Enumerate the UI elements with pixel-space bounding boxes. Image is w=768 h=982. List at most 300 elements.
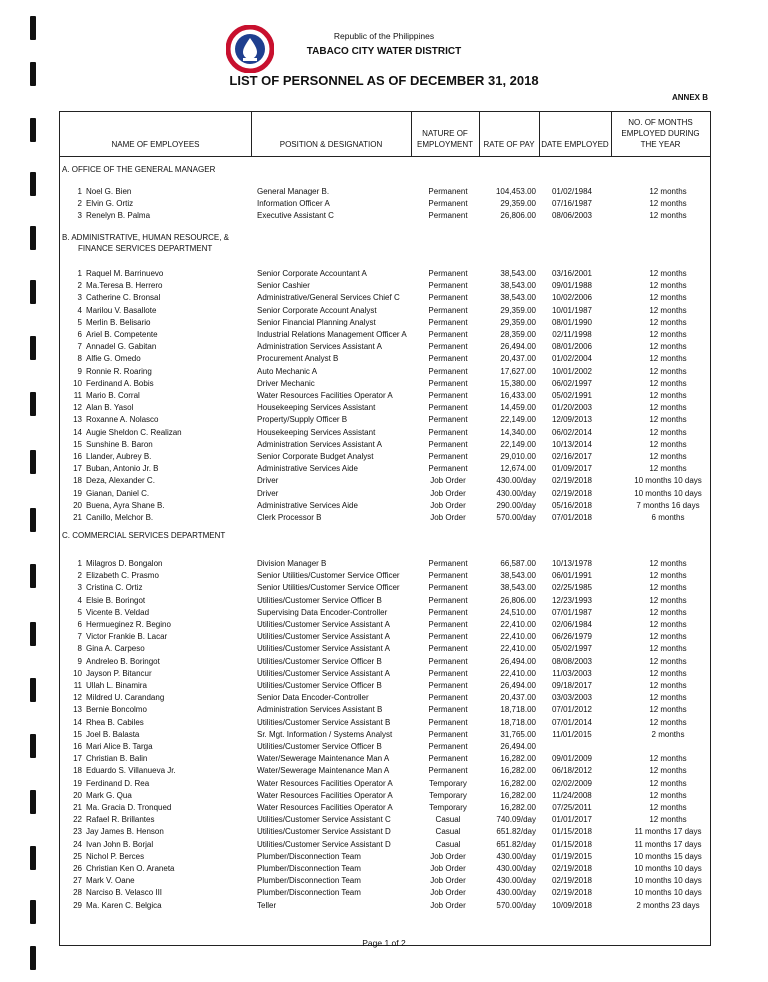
row-number: 17 [73,464,82,474]
rate-of-pay: 16,282.00 [500,766,536,776]
rate-of-pay: 430.00/day [496,876,536,886]
nature-of-employment: Permanent [428,595,468,605]
months-employed: 10 months 15 days [634,851,702,861]
table-row [60,875,710,887]
rate-of-pay: 651.82/day [496,839,536,849]
months-employed: 12 months [649,803,687,812]
position: Water Resources Facilities Operator A [257,778,393,788]
nature-of-employment: Permanent [428,427,468,437]
date-employed: 02/19/2018 [551,864,593,873]
date-employed: 05/02/1997 [551,644,593,654]
rate-of-pay: 66,587.00 [500,559,536,568]
date-employed: 02/19/2018 [551,488,593,498]
date-employed: 05/02/1991 [551,391,593,400]
months-employed: 10 months 10 days [634,864,702,873]
row-number: 1 [77,187,82,196]
row-number: 12 [73,693,82,703]
nature-of-employment: Permanent [428,559,468,568]
table-row [60,619,710,631]
date-employed: 07/01/2012 [551,705,593,715]
date-employed: 07/25/2011 [552,803,592,812]
rate-of-pay: 16,282.00 [500,754,536,764]
nature-of-employment: Permanent [428,305,468,315]
months-employed: 12 months [649,668,687,678]
date-employed: 09/01/2009 [551,754,593,764]
nature-of-employment: Permanent [428,681,468,690]
row-number: 8 [77,644,82,654]
rate-of-pay: 26,494.00 [500,681,536,690]
rate-of-pay: 16,282.00 [500,778,536,788]
rate-of-pay: 26,494.00 [500,656,536,666]
position: Senior Utilities/Customer Service Officer [257,571,400,581]
months-employed: 6 months [651,513,685,522]
rate-of-pay: 430.00/day [496,476,536,486]
table-row [60,692,710,704]
employee-name: Ma. Gracia D. Tronqued [86,803,172,812]
nature-of-employment: Job Order [430,500,466,510]
months-employed: 12 months [649,281,687,291]
months-employed: 12 months [649,644,687,654]
date-employed: 06/26/1979 [551,632,593,642]
months-employed: 12 months [649,754,687,764]
row-number: 27 [73,876,82,886]
table-row [60,210,710,222]
table-row [60,198,710,210]
row-number: 2 [77,281,82,291]
date-employed: 06/01/1991 [551,571,593,581]
nature-of-employment: Permanent [428,391,468,400]
employee-name: Mark V. Oane [86,876,135,886]
table-row [60,668,710,680]
rate-of-pay: 430.00/day [496,851,536,861]
position: General Manager B. [257,187,330,196]
position: Property/Supply Officer B [257,415,348,425]
employee-name: Milagros D. Bongalon [86,559,163,568]
section-title-line1: A. OFFICE OF THE GENERAL MANAGER [62,165,216,174]
nature-of-employment: Permanent [428,366,468,376]
nature-of-employment: Permanent [428,281,468,291]
months-employed: 12 months [649,391,687,400]
months-employed: 12 months [649,342,687,352]
col-header-name: NAME OF EMPLOYEES [111,140,200,149]
months-employed: 11 months 17 days [634,839,702,849]
rate-of-pay: 740.09/day [496,815,536,825]
employee-name: Jayson P. Bitancur [86,668,152,678]
row-number: 18 [73,766,82,776]
date-employed: 11/01/2015 [552,729,592,739]
table-row [60,680,710,692]
position: Senior Corporate Budget Analyst [257,452,374,461]
nature-of-employment: Temporary [429,778,467,788]
table-row [60,729,710,741]
nature-of-employment: Permanent [428,620,468,629]
months-employed: 12 months [649,815,687,825]
section-title-line1: B. ADMINISTRATIVE, HUMAN RESOURCE, & [62,233,229,242]
table-row [60,475,710,487]
months-employed: 12 months [649,620,687,629]
months-employed: 12 months [649,330,687,339]
date-employed: 01/02/1984 [551,187,593,196]
position: Plumber/Disconnection Team [257,851,361,861]
date-employed: 02/19/2018 [551,876,593,886]
row-number: 15 [73,439,82,449]
employee-name: Rafael R. Brillantes [86,815,155,825]
months-employed: 12 months [649,293,687,303]
rate-of-pay: 22,410.00 [500,644,536,654]
position: Utilities/Customer Service Assistant B [257,717,391,727]
table-row [60,814,710,826]
date-employed: 09/01/1988 [551,281,593,291]
rate-of-pay: 22,410.00 [500,632,536,642]
rate-of-pay: 29,010.00 [500,452,536,461]
nature-of-employment: Permanent [428,607,468,617]
months-employed: 12 months [649,317,687,327]
col-header-nature [411,128,479,150]
position: Senior Data Encoder-Controller [257,693,369,703]
months-employed: 12 months [649,354,687,364]
col-header-months [611,117,710,150]
nature-of-employment: Permanent [428,632,468,642]
employee-name: Renelyn B. Palma [86,211,151,221]
rate-of-pay: 26,494.00 [500,742,536,751]
table-row [60,839,710,851]
date-employed: 02/19/2018 [551,888,593,898]
table-row [60,851,710,863]
row-number: 7 [77,632,82,642]
months-employed: 12 months [649,452,687,461]
table-row [60,378,710,390]
table-row [60,305,710,317]
row-number: 1 [77,559,82,568]
date-employed: 12/09/2013 [551,415,593,425]
months-employed: 2 months 23 days [636,900,700,910]
section-title [62,232,229,254]
position: Division Manager B [257,559,327,568]
months-employed: 12 months [649,415,687,425]
table-row [60,717,710,729]
position: Auto Mechanic A [257,366,318,376]
position: Driver [257,476,279,486]
rate-of-pay: 38,543.00 [500,269,536,278]
rate-of-pay: 22,149.00 [500,439,536,449]
table-row [60,268,710,280]
rate-of-pay: 12,674.00 [500,464,536,474]
nature-of-employment: Temporary [429,803,467,812]
table-row [60,656,710,668]
row-number: 5 [77,317,82,327]
col-header-position: POSITION & DESIGNATION [279,140,383,149]
nature-of-employment: Permanent [428,583,468,593]
nature-of-employment: Job Order [430,864,466,873]
position: Utilities/Customer Service Assistant C [257,815,391,825]
table-row [60,887,710,899]
position: Supervising Data Encoder-Controller [257,607,388,617]
annex-label: ANNEX B [671,93,708,102]
table-row [60,643,710,655]
rate-of-pay: 18,718.00 [500,705,536,715]
rate-of-pay: 29,359.00 [500,317,536,327]
position: Utilities/Customer Service Assistant D [257,839,391,849]
nature-of-employment: Permanent [428,317,468,327]
rate-of-pay: 104,453.00 [495,187,536,196]
date-employed: 01/09/2017 [551,464,593,474]
row-number: 20 [73,790,82,800]
employee-name: Ivan John B. Borjal [86,839,154,849]
date-employed: 08/01/2006 [551,342,593,352]
employee-name: Raquel M. Barrinuevo [86,269,164,278]
nature-of-employment: Permanent [428,293,468,303]
employee-name: Buban, Antonio Jr. B [86,464,159,474]
row-number: 5 [77,607,82,617]
col-header-rate: RATE OF PAY [483,140,535,149]
nature-of-employment: Job Order [430,851,466,861]
table-row [60,390,710,402]
row-number: 18 [73,476,82,486]
employee-name: Gina A. Carpeso [86,644,145,654]
position: Teller [257,900,277,910]
table-row [60,427,710,439]
date-employed: 02/06/1984 [551,620,593,629]
employee-name: Mario B. Corral [86,391,140,400]
row-number: 14 [73,717,82,727]
col-header-nature-line2: EMPLOYMENT [416,140,473,149]
rate-of-pay: 290.00/day [496,500,536,510]
rate-of-pay: 28,359.00 [500,330,536,339]
months-employed: 12 months [649,693,687,703]
date-employed: 02/11/1998 [552,330,592,339]
rate-of-pay: 430.00/day [496,888,536,898]
position: Administrative Services Aide [257,500,358,510]
rate-of-pay: 18,718.00 [500,717,536,727]
date-employed: 01/15/2018 [551,839,593,849]
date-employed: 10/13/2014 [551,439,593,449]
nature-of-employment: Job Order [430,888,466,898]
date-employed: 10/09/2018 [551,900,593,910]
col-header-nature-line1: NATURE OF [422,129,468,138]
position: Housekeeping Services Assistant [257,427,376,437]
months-employed: 12 months [649,199,687,209]
rate-of-pay: 31,765.00 [500,729,536,739]
employee-name: Deza, Alexander C. [86,476,155,486]
employee-name: Buena, Ayra Shane B. [86,500,165,510]
employee-name: Ma.Teresa B. Herrero [86,281,163,291]
employee-name: Jay James B. Henson [86,827,164,837]
employee-name: Joel B. Balasta [86,729,140,739]
employee-name: Ferdinand A. Bobis [86,378,154,388]
row-number: 2 [77,571,82,581]
position: Plumber/Disconnection Team [257,876,361,886]
nature-of-employment: Casual [435,839,461,849]
table-row [60,863,710,875]
rate-of-pay: 20,437.00 [500,354,536,364]
position: Driver [257,488,279,498]
employee-name: Ullah L. Binamira [86,681,147,690]
position: Industrial Relations Management Officer A [257,330,407,339]
row-number: 2 [77,199,82,209]
date-employed: 08/06/2003 [551,211,593,221]
date-employed: 02/25/1985 [551,583,593,593]
employee-name: Vicente B. Veldad [86,607,150,617]
table-row [60,570,710,582]
table-row [60,607,710,619]
position: Utilities/Customer Service Assistant D [257,827,391,837]
table-row [60,402,710,414]
nature-of-employment: Job Order [430,476,466,486]
position: Information Officer A [257,199,330,209]
position: Plumber/Disconnection Team [257,864,361,873]
employee-name: Mark G. Qua [86,790,132,800]
row-number: 24 [73,839,82,849]
date-employed: 10/01/1987 [551,305,593,315]
col-header-months-line2: EMPLOYED DURING [621,129,700,138]
row-number: 17 [73,754,82,764]
position: Senior Corporate Account Analyst [257,305,377,315]
section-title [62,164,215,175]
table-row [60,765,710,777]
months-employed: 12 months [649,403,687,413]
section-title-line1: C. COMMERCIAL SERVICES DEPARTMENT [62,531,226,540]
row-number: 16 [73,452,82,461]
row-number: 3 [77,293,82,303]
employee-name: Christian B. Balin [86,754,148,764]
nature-of-employment: Permanent [428,439,468,449]
personnel-table [59,111,711,946]
rate-of-pay: 38,543.00 [500,583,536,593]
rate-of-pay: 16,433.00 [500,391,536,400]
nature-of-employment: Job Order [430,876,466,886]
rate-of-pay: 26,806.00 [500,211,536,221]
rate-of-pay: 20,437.00 [500,693,536,703]
date-employed: 06/02/2014 [551,427,593,437]
row-number: 23 [73,827,82,837]
nature-of-employment: Permanent [428,403,468,413]
date-employed: 06/02/1997 [551,378,593,388]
row-number: 8 [77,354,82,364]
table-row [60,802,710,814]
months-employed: 12 months [649,583,687,593]
nature-of-employment: Casual [435,815,461,825]
rate-of-pay: 570.00/day [496,513,536,522]
employee-name: Ma. Karen C. Belgica [86,900,162,910]
employee-name: Marilou V. Basallote [86,305,157,315]
row-number: 12 [73,403,82,413]
row-number: 9 [77,656,82,666]
rate-of-pay: 22,410.00 [500,620,536,629]
months-employed: 12 months [649,571,687,581]
nature-of-employment: Permanent [428,187,468,196]
employee-name: Llander, Aubrey B. [86,452,152,461]
nature-of-employment: Permanent [428,571,468,581]
row-number: 25 [73,851,82,861]
months-employed: 2 months [651,729,685,739]
employee-name: Hermueginez R. Begino [86,620,171,629]
table-row [60,439,710,451]
col-header-months-line1: NO. OF MONTHS [628,118,693,127]
date-employed: 03/03/2003 [551,693,593,703]
table-row [60,582,710,594]
position: Utilities/Customer Service Assistant A [257,620,390,629]
table-row [60,778,710,790]
row-number: 19 [73,778,82,788]
nature-of-employment: Job Order [430,900,466,910]
position: Administration Services Assistant B [257,705,383,715]
position: Senior Utilities/Customer Service Officer [257,583,400,593]
employee-name: Elizabeth C. Prasmo [86,571,159,581]
months-employed: 12 months [649,305,687,315]
nature-of-employment: Job Order [430,513,466,522]
date-employed: 10/02/2006 [551,293,593,303]
table-row [60,341,710,353]
months-employed: 12 months [649,378,687,388]
date-employed: 02/16/2017 [551,452,593,461]
row-number: 3 [77,211,82,221]
months-employed: 12 months [649,366,687,376]
nature-of-employment: Permanent [428,378,468,388]
row-number: 10 [73,378,82,388]
employee-name: Gianan, Daniel C. [86,488,150,498]
rate-of-pay: 22,410.00 [500,668,536,678]
months-employed: 10 months 10 days [634,488,702,498]
row-number: 21 [73,513,82,522]
row-number: 6 [77,620,82,629]
employee-name: Catherine C. Bronsal [86,293,161,303]
table-row [60,741,710,753]
rate-of-pay: 15,380.00 [500,378,536,388]
employee-name: Annadel G. Gabitan [86,342,157,352]
date-employed: 02/19/2018 [551,476,593,486]
section-title [62,530,225,541]
nature-of-employment: Permanent [428,717,468,727]
rate-of-pay: 22,149.00 [500,415,536,425]
position: Driver Mechanic [257,378,315,388]
rate-of-pay: 38,543.00 [500,281,536,291]
table-row [60,280,710,292]
date-employed: 01/01/2017 [551,815,593,825]
months-employed: 12 months [649,427,687,437]
nature-of-employment: Permanent [428,211,468,221]
position: Procurement Analyst B [257,354,339,364]
table-row [60,451,710,463]
table-row [60,500,710,512]
row-number: 13 [73,415,82,425]
position: Utilities/Customer Service Assistant A [257,644,390,654]
rate-of-pay: 26,494.00 [500,342,536,352]
date-employed: 06/18/2012 [551,766,593,776]
nature-of-employment: Permanent [428,269,468,278]
col-header-date: DATE EMPLOYED [541,140,609,149]
employee-name: Ronnie R. Roaring [86,366,152,376]
date-employed: 01/19/2015 [551,851,593,861]
position: Water Resources Facilities Operator A [257,790,393,800]
position: Executive Assistant C [257,211,334,221]
rate-of-pay: 14,459.00 [500,403,536,413]
nature-of-employment: Permanent [428,464,468,474]
nature-of-employment: Permanent [428,754,468,764]
table-row [60,317,710,329]
employee-name: Andreleo B. Boringot [86,656,160,666]
rate-of-pay: 570.00/day [496,900,536,910]
date-employed: 05/16/2018 [551,500,593,510]
months-employed: 12 months [649,269,687,278]
row-number: 16 [73,742,82,751]
position: Utilities/Customer Service Officer B [257,595,382,605]
months-employed: 10 months 10 days [634,888,702,898]
date-employed: 11/03/2003 [552,668,592,678]
employee-name: Cristina C. Ortiz [86,583,143,593]
row-number: 3 [77,583,82,593]
months-employed: 12 months [649,464,687,474]
rate-of-pay: 29,359.00 [500,305,536,315]
